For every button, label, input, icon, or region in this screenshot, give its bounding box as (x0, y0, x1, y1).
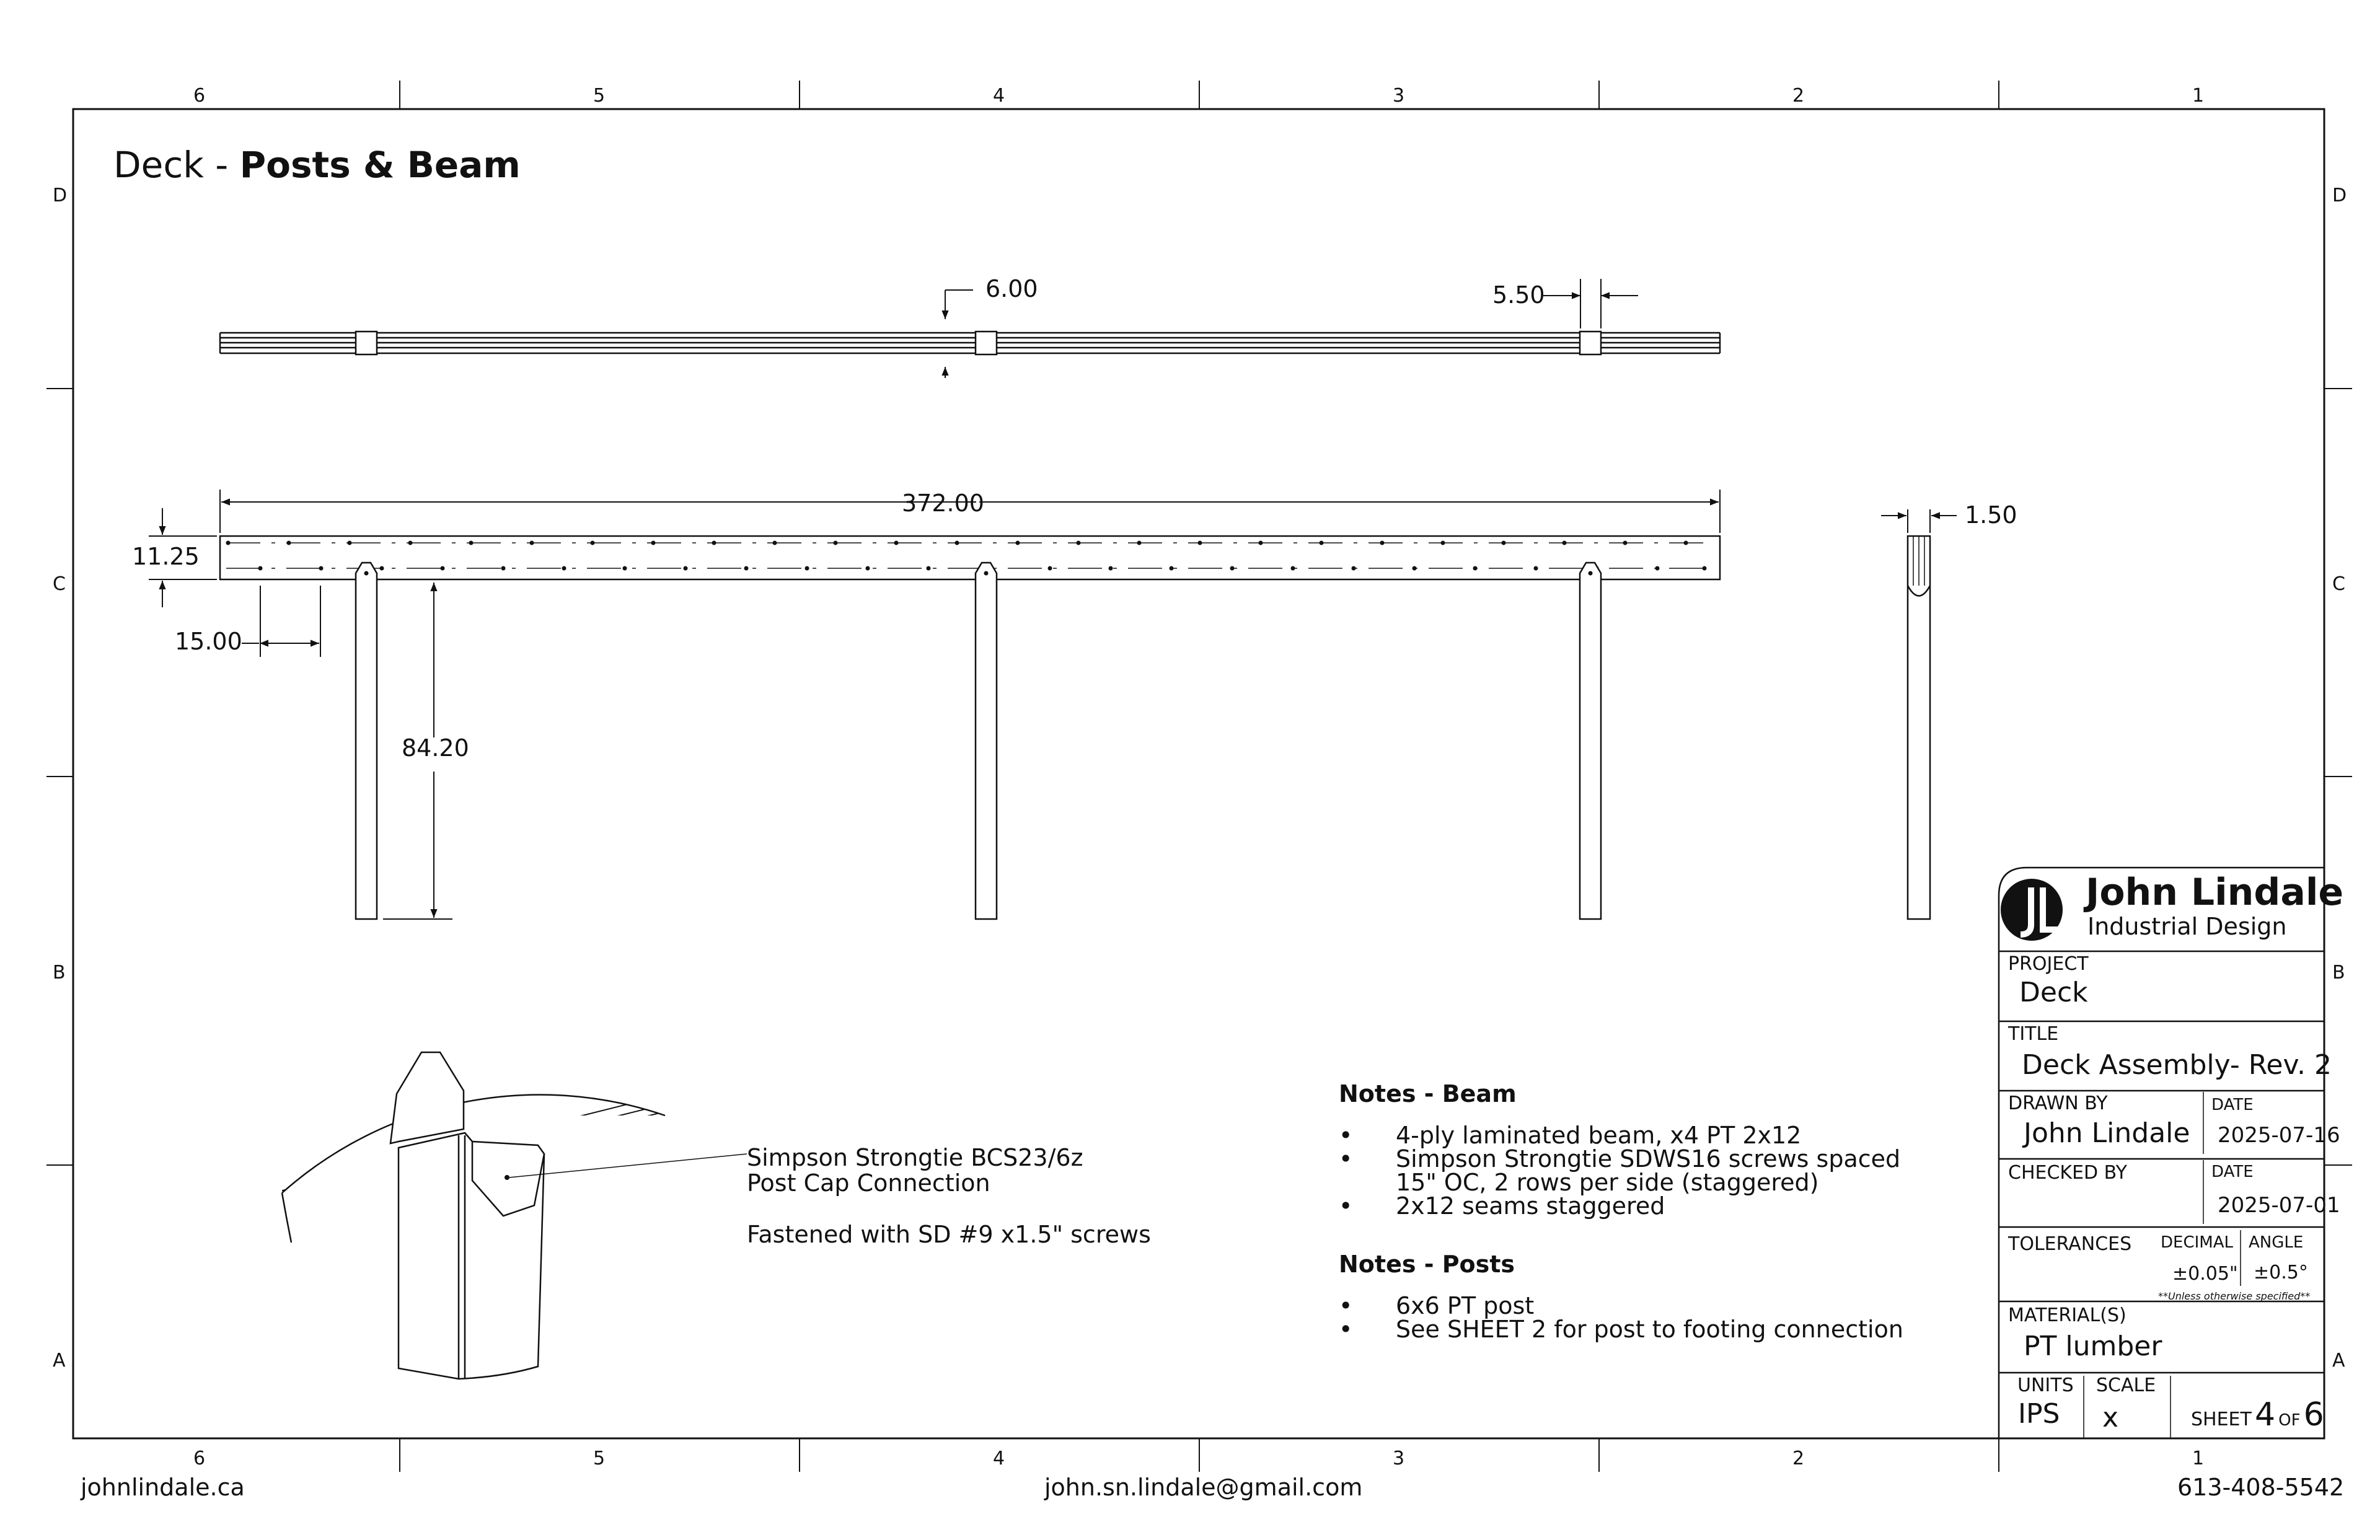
zone-column-label: 2 (1792, 1448, 1805, 1469)
beam-elevation-dimensions (149, 490, 1720, 919)
dimension-beam-height: 11.25 (132, 543, 200, 570)
decimal-label: DECIMAL (2161, 1233, 2233, 1252)
zone-column-label: 4 (993, 85, 1005, 107)
beam-elevation-view (220, 536, 1720, 919)
zone-row-label: D (2332, 185, 2347, 206)
units-value: IPS (2018, 1398, 2060, 1430)
zone-row-label: C (53, 573, 66, 595)
list-item: • Simpson Strongtie SDWS16 screws spaced 15" OC, 2 rows per side (staggered) (1339, 1147, 1946, 1194)
list-item: • 6x6 PT post (1339, 1294, 1903, 1318)
angle-value: ±0.5° (2254, 1262, 2308, 1283)
zone-column-label: 4 (993, 1448, 1005, 1469)
dimension-side-thickness: 1.50 (1965, 501, 2017, 529)
notes-posts-list (1339, 1294, 1903, 1341)
scale-value: x (2102, 1402, 2119, 1433)
checked-by-label: CHECKED BY (2008, 1162, 2127, 1184)
zone-row-label: A (53, 1350, 66, 1371)
notes-beam-list (1339, 1124, 1946, 1218)
angle-label: ANGLE (2249, 1233, 2304, 1252)
footer-website: johnlindale.ca (81, 1474, 245, 1501)
notes-beam-heading: Notes - Beam (1339, 1080, 1517, 1107)
tolerances-label: TOLERANCES (2008, 1233, 2132, 1255)
zone-column-label: 3 (1393, 85, 1405, 107)
footer-email: john.sn.lindale@gmail.com (1044, 1474, 1363, 1501)
sheet-title-prefix: Deck - (113, 144, 240, 186)
dimension-plan-post: 5.50 (1492, 281, 1545, 309)
drawn-date-value: 2025-07-16 (2218, 1123, 2340, 1148)
decimal-value: ±0.05" (2172, 1263, 2238, 1285)
callout-line-3: Fastened with SD #9 x1.5" screws (747, 1221, 1151, 1248)
zone-column-label: 5 (593, 1448, 606, 1469)
zone-row-label: C (2332, 573, 2345, 595)
drawn-date-label: DATE (2211, 1096, 2254, 1114)
sheet-of-label: OF (2278, 1411, 2301, 1430)
drawn-by-label: DRAWN BY (2008, 1093, 2108, 1114)
beam-side-view (1881, 509, 1957, 919)
title-value: Deck Assembly- Rev. 2 (2022, 1049, 2332, 1081)
zone-column-label: 1 (2192, 85, 2205, 107)
callout-line-1: Simpson Strongtie BCS23/6z (747, 1144, 1083, 1171)
post-cap-detail (248, 1052, 747, 1379)
checked-date-value: 2025-07-01 (2218, 1193, 2340, 1218)
zone-column-label: 6 (193, 85, 206, 107)
scale-label: SCALE (2096, 1375, 2156, 1396)
sheet-num-value: 4 (2254, 1396, 2276, 1433)
zone-row-label: B (53, 962, 66, 983)
dimension-plan-width: 6.00 (985, 275, 1038, 302)
detail-callout (747, 1145, 1151, 1247)
project-value: Deck (2019, 977, 2088, 1008)
dimension-post-height: 84.20 (402, 734, 469, 762)
dimension-beam-length: 372.00 (902, 490, 984, 517)
units-label: UNITS (2017, 1375, 2074, 1396)
beam-plan-view (220, 332, 1720, 354)
material-label: MATERIAL(S) (2008, 1305, 2127, 1326)
sheet-label: SHEET (2191, 1409, 2252, 1430)
company-subtitle: Industrial Design (2087, 913, 2287, 940)
zone-column-label: 2 (1792, 85, 1805, 107)
zone-column-label: 1 (2192, 1448, 2205, 1469)
tolerance-note: **Unless otherwise specified** (2158, 1290, 2311, 1302)
company-name: John Lindale (2086, 871, 2344, 914)
zone-column-label: 6 (193, 1448, 206, 1469)
list-item: • 2x12 seams staggered (1339, 1194, 1946, 1218)
material-value: PT lumber (2024, 1331, 2162, 1362)
drawn-by-value: John Lindale (2024, 1117, 2190, 1149)
sheet-total-value: 6 (2303, 1396, 2324, 1433)
notes-posts-heading: Notes - Posts (1339, 1251, 1515, 1278)
zone-row-label: D (53, 185, 68, 206)
dimension-screw-spacing: 15.00 (175, 628, 242, 655)
sheet-title-bold: Posts & Beam (239, 144, 521, 186)
checked-date-label: DATE (2211, 1163, 2254, 1181)
list-item: • 4-ply laminated beam, x4 PT 2x12 (1339, 1124, 1946, 1147)
list-item: • See SHEET 2 for post to footing connection (1339, 1318, 1903, 1341)
zone-row-label: A (2332, 1350, 2345, 1371)
zone-column-label: 3 (1393, 1448, 1405, 1469)
title-label: TITLE (2008, 1023, 2059, 1045)
sheet-number (2191, 1396, 2324, 1433)
company-logo (2001, 879, 2063, 941)
callout-line-2: Post Cap Connection (747, 1169, 990, 1197)
zone-column-label: 5 (593, 85, 606, 107)
footer-phone: 613-408-5542 (2177, 1474, 2345, 1501)
project-label: PROJECT (2008, 953, 2089, 975)
sheet-title (113, 144, 521, 186)
drawing-border (46, 81, 2352, 1472)
zone-row-label: B (2332, 962, 2345, 983)
